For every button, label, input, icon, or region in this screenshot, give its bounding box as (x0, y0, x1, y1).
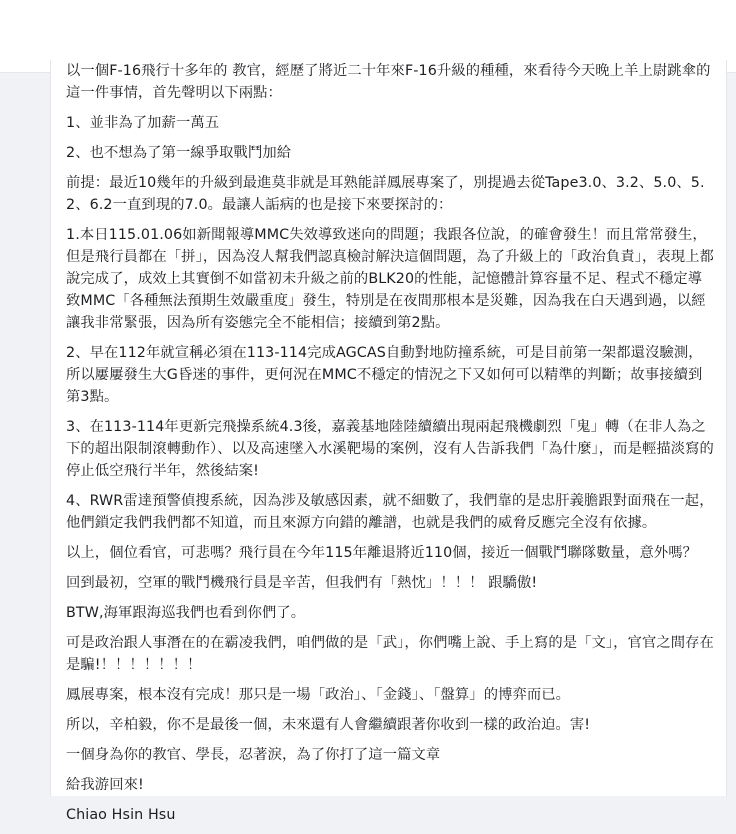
post-paragraph: 一個身為你的教官、學長，忍著淚，為了你打了這一篇文章 (66, 747, 441, 763)
post-card (50, 60, 727, 823)
post-body (66, 64, 716, 834)
post-paragraph: 可是政治跟人事潛在的在霸凌我們，咱們做的是「武」，你們嘴上說、手上寫的是「文」，官官之間存在是騙!！！！！！！！ (66, 635, 714, 673)
post-paragraph: 所以，辛柏毅，你不是最後一個，未來還有人會繼續跟著你收到一樣的政治迫。害! (66, 717, 591, 733)
post-paragraph: 2、早在112年就宣稱必須在113-114完成AGCAS自動對地防撞系統，可是目前第一架都還沒驗測，所以屢屢發生大G昏迷的事件，更何況在MMC不穩定的情況之下又如何可以精準的判斷；故事接續到第3點。 (66, 345, 703, 405)
post-signature: Chiao Hsin Hsu (66, 807, 176, 823)
post-paragraph: 2、也不想為了第一線爭取戰鬥加給 (66, 145, 292, 161)
post-paragraph: 給我游回來! (66, 777, 144, 793)
post-paragraph: 回到最初，空軍的戰鬥機飛行員是辛苦，但我們有「熱忱」！！！ 跟驕傲! (66, 575, 538, 591)
post-paragraph: 以上，個位看官，可悲嗎？飛行員在今年115年離退將近110個，接近一個戰鬥聯隊數量，意外嗎？ (66, 545, 698, 561)
post-paragraph: 1、並非為了加薪一萬五 (66, 115, 220, 131)
post-paragraph: 前提：最近10幾年的升級到最進莫非就是耳熟能詳鳳展專案了，別提過去從Tape3.0、3.2、5.0、5.2、6.2一直到現的7.0。最讓人詬病的也是接下來要探討的： (66, 175, 705, 213)
post-paragraph: 3、在113-114年更新完飛操系統4.3後，嘉義基地陸陸續續出現兩起飛機劇烈「鬼」轉（在非人為之下的超出限制滾轉動作）、以及高速墜入水溪靶場的案例，沒有人告訴我們「為什麼」，而是輕描淡寫的停止低空飛行半年，然後結案! (66, 419, 714, 479)
post-paragraph: 以一個F-16飛行十多年的 教官，經歷了將近二十年來F-16升級的種種，來看待今天晚上羊上尉跳傘的這一件事情，首先聲明以下兩點： (66, 63, 711, 101)
post-paragraph: 4、RWR雷達預警偵搜系統，因為涉及敏感因素，就不細數了，我們靠的是忠肝義膽跟對面飛在一起，他們鎖定我們我們都不知道，而且來源方向錯的離譜，也就是我們的威脅反應完全沒有依據。 (66, 493, 714, 531)
post-paragraph: 鳳展專案，根本沒有完成！那只是一場「政治」、「金錢」、「盤算」的博弈而已。 (66, 687, 571, 703)
post-paragraph: 1.本日115.01.06如新聞報導MMC失效導致迷向的問題；我跟各位說，的確會發生！而且常常發生，但是飛行員都在「拼」，因為沒人幫我們認真檢討解決這個問題，為了升級上的「政治負責」，表現上都說完成了，成效上其實倒不如當初未升級之前的BLK20的性能，記憶體計算容量不足、程式不穩定導致MMC「各種無法預期生效嚴重度」發生，特別是在夜間那根本是災難，因為我在白天遇到過，以經讓我非常緊張，因為所有姿態完全不能相信；接續到第2點。 (66, 227, 714, 331)
post-paragraph: BTW,海軍跟海巡我們也看到你們了。 (66, 605, 306, 621)
